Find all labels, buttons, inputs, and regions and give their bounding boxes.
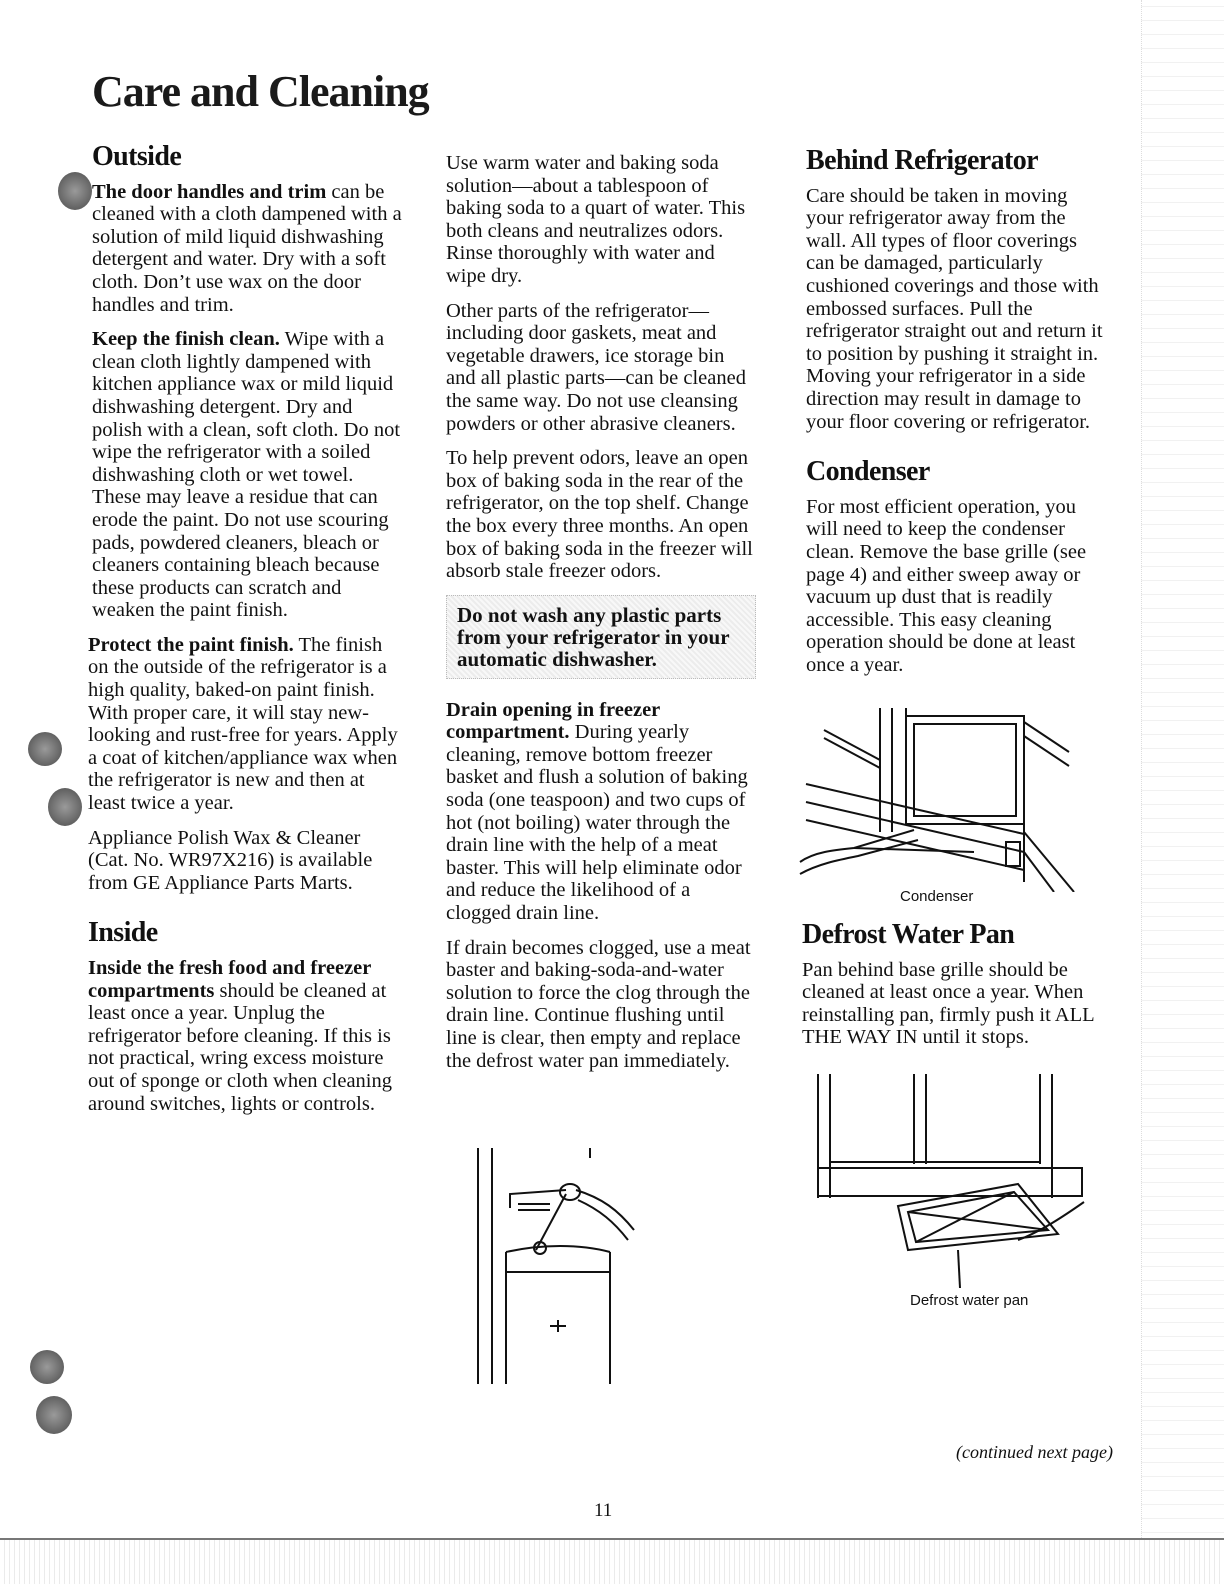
continued-note: (continued next page) xyxy=(956,1442,1113,1462)
body-text: Wipe with a clean cloth lightly dampened with kitchen appliance wax or mild liquid dishwashing detergent. Dry and polish with a clean, soft cloth. Do not wipe the refrigerator with a soiled dishwashing cloth or wet towel. These may leave a residue that can erode the paint. Do not use scouring pads, powdered cleaners, bleach or cleaners containing bleach because these products can scratch and weaken the paint finish. xyxy=(92,328,401,622)
lead-text: Drain opening in freezer compartment. xyxy=(446,698,660,744)
lead-text: The door handles and trim xyxy=(92,180,327,203)
column-right-lower xyxy=(802,919,1102,1061)
body-text: During yearly cleaning, remove bottom freezer basket and flush a solution of baking soda (one teaspoon) and two cups of hot (not boiling) water through the drain line with the help of a meat baster. This will help eliminate odor and reduce the likelihood of a clogged drain line. xyxy=(446,721,748,925)
binder-hole-mark xyxy=(28,732,62,766)
condenser-illustration xyxy=(794,702,1084,892)
column-left xyxy=(88,141,404,1127)
lead-text: Keep the finish clean. xyxy=(92,328,280,351)
paragraph xyxy=(446,699,756,925)
binder-hole-mark xyxy=(58,172,92,210)
warning-notice: Do not wash any plastic parts from your refrigerator in your automatic dishwasher. xyxy=(446,595,756,679)
column-middle xyxy=(446,152,756,1084)
binder-hole-mark xyxy=(30,1350,64,1384)
lead-text: Inside the fresh food and freezer compartments xyxy=(88,957,371,1002)
column-right xyxy=(806,145,1106,688)
scan-bottom-artifact xyxy=(0,1538,1224,1584)
drain-illustration xyxy=(470,1148,690,1384)
lead-text: Protect the paint finish. xyxy=(88,633,294,656)
section-heading-condenser: Condenser xyxy=(806,456,930,488)
defrost-pan-illustration xyxy=(808,1074,1098,1294)
section-heading-outside: Outside xyxy=(92,141,182,172)
condenser-caption: Condenser xyxy=(900,888,974,905)
body-text: The finish on the outside of the refrigerator is a high quality, baked-on paint finish. With proper care, it will stay new-looking and rust-free for years. Apply a coat of kitchen/appliance wax when the refrigerator is new and then at least twice a year. xyxy=(88,633,398,815)
binder-hole-mark xyxy=(48,788,82,826)
paragraph: Use warm water and baking soda solution—about a tablespoon of baking soda to a quart of water. This both cleans and neutralizes odors. Rinse thoroughly with water and wipe dry. xyxy=(446,152,746,287)
paragraph: Other parts of the refrigerator—including door gaskets, meat and vegetable drawers, ice storage bin and all plastic parts—can be cleaned the same way. Do not use cleansing powders or other abrasive cleaners. xyxy=(446,299,746,435)
paragraph: Pan behind base grille should be cleaned at least once a year. When reinstalling pan, firmly push it ALL THE WAY IN until it stops. xyxy=(802,958,1094,1049)
paragraph: To help prevent odors, leave an open box of baking soda in the rear of the refrigerator, on the top shelf. Change the box every three months. An open box of baking soda in the freezer will absorb stale freezer odors. xyxy=(446,447,753,583)
paragraph xyxy=(92,181,404,317)
paragraph xyxy=(92,328,404,622)
binder-hole-mark xyxy=(36,1396,72,1434)
paragraph xyxy=(88,957,404,1115)
body-text: should be cleaned at least once a year. Unplug the refrigerator before cleaning. If this is not practical, wring excess moisture out of sponge or cloth when cleaning around switches, lights or controls. xyxy=(88,979,393,1115)
section-heading-behind-refrigerator: Behind Refrigerator xyxy=(806,145,1038,176)
section-heading-inside: Inside xyxy=(88,917,158,949)
scan-edge-artifact xyxy=(1141,0,1224,1584)
paragraph: For most efficient operation, you will need to keep the condenser clean. Remove the base grille (see page 4) and either sweep away or vacuum up dust that is readily accessible. This easy cleaning operation should be done at least once a year. xyxy=(806,495,1087,676)
section-heading-defrost-water-pan: Defrost Water Pan xyxy=(802,919,1015,950)
body-text: can be cleaned with a cloth dampened with a solution of mild liquid dishwashing detergent and water. Dry with a soft cloth. Don’t use wax on the door handles and trim. xyxy=(92,180,402,316)
paragraph: Care should be taken in moving your refrigerator away from the wall. All types of floor coverings can be damaged, particularly cushioned coverings and those with embossed surfaces. Pull the refrigerator straight out and return it to position by pushing it straight in. Moving your refrigerator in a side direction may result in damage to your floor covering or refrigerator. xyxy=(806,184,1103,433)
paragraph: If drain becomes clogged, use a meat baster and baking-soda-and-water solution to force the clog through the drain line. Continue flushing until line is clear, then empty and replace the defrost water pan immediately. xyxy=(446,936,751,1072)
page-title: Care and Cleaning xyxy=(92,67,429,116)
defrost-pan-caption: Defrost water pan xyxy=(910,1292,1029,1309)
page-number: 11 xyxy=(594,1500,613,1521)
paragraph: Appliance Polish Wax & Cleaner (Cat. No. WR97X216) is available from GE Appliance Parts Marts. xyxy=(88,826,373,894)
paragraph xyxy=(88,634,404,815)
